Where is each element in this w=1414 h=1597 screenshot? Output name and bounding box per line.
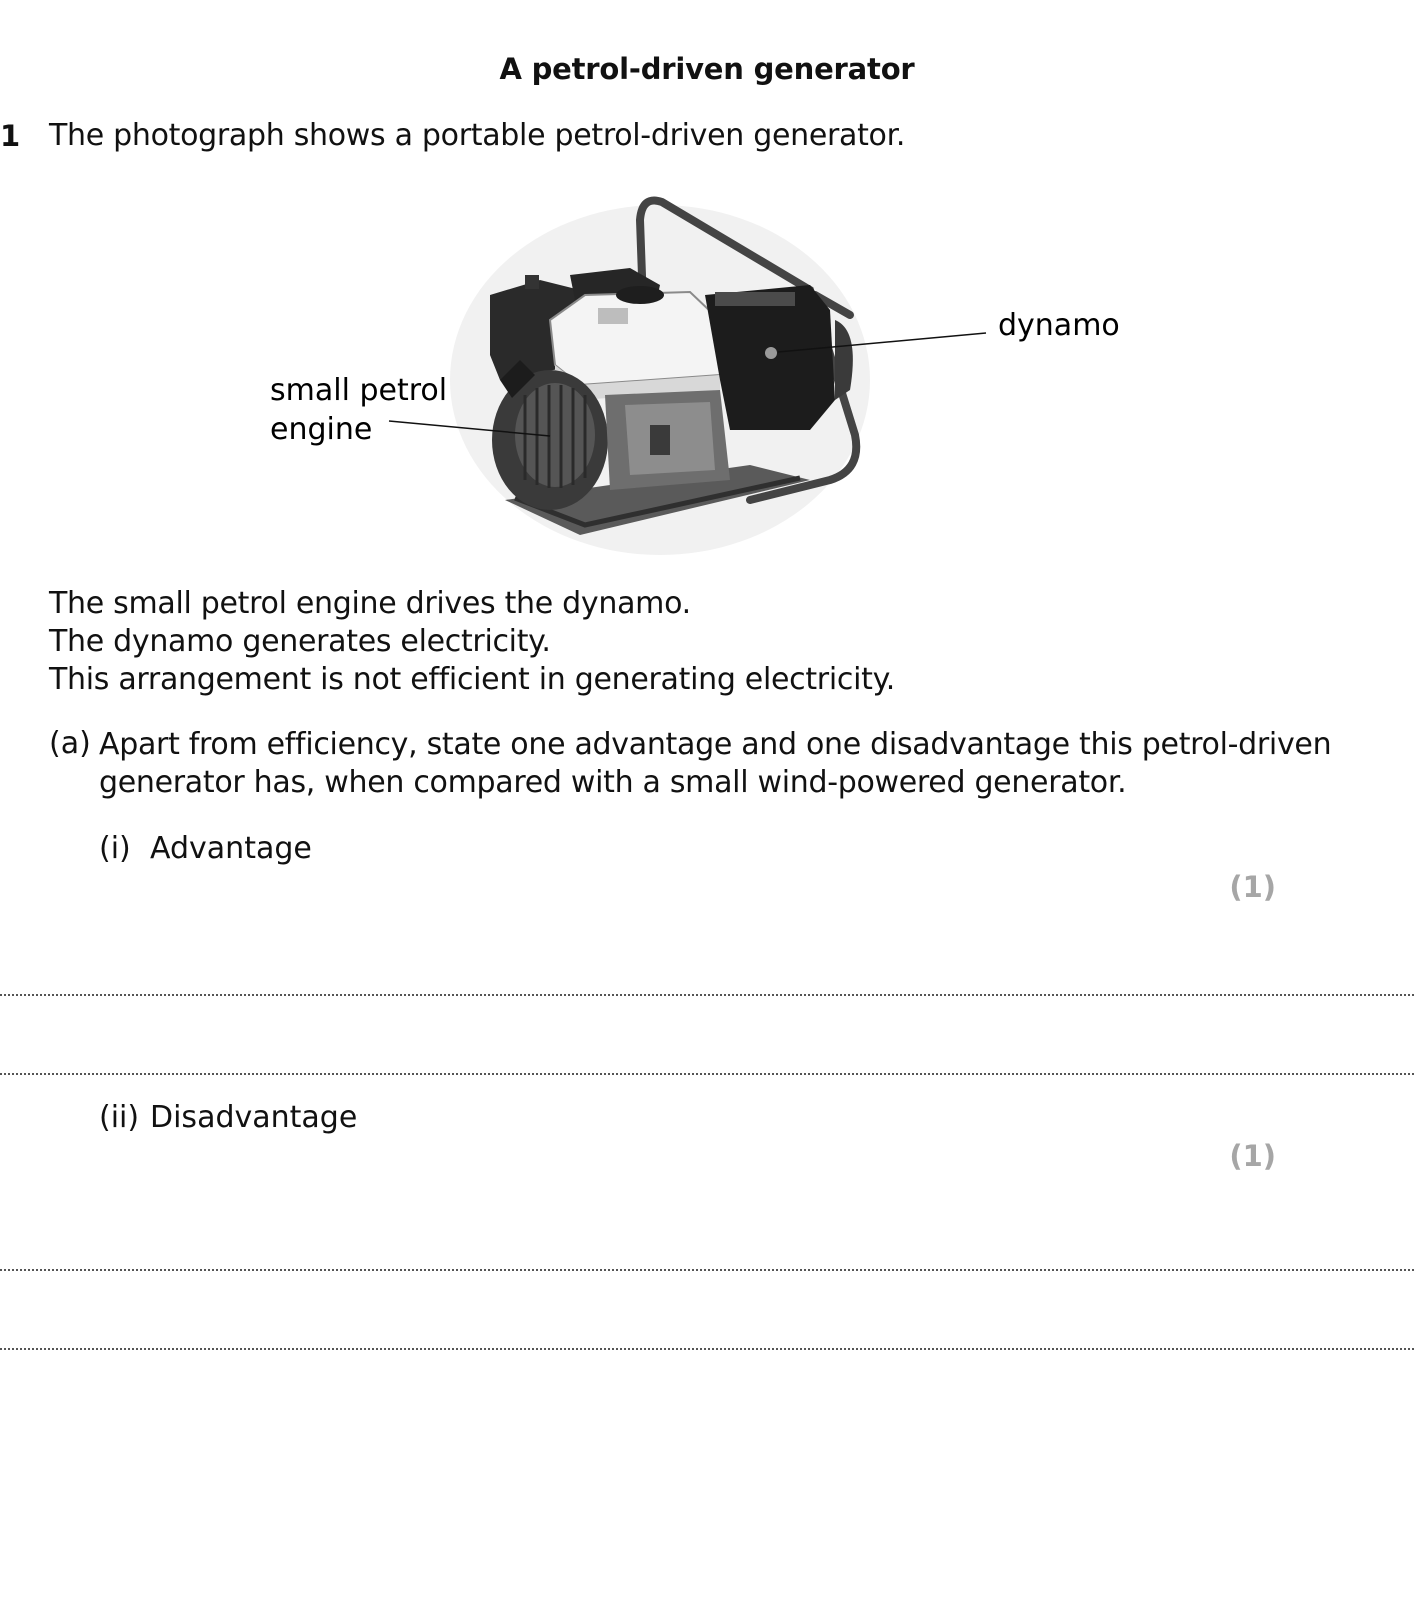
generator-photo <box>450 200 870 555</box>
sub-i-text: Advantage <box>150 831 312 866</box>
sub-ii-text: Disadvantage <box>150 1100 358 1135</box>
part-a-line-1: Apart from efficiency, state one advantage and one disadvantage this petrol-driven <box>99 727 1332 762</box>
body-line-1: The small petrol engine drives the dynamo. <box>49 586 691 621</box>
sub-i-label: (i) <box>99 831 131 866</box>
generator-figure <box>250 180 1170 570</box>
answer-line-i-1[interactable] <box>0 994 1414 996</box>
sub-ii-label: (ii) <box>99 1100 140 1135</box>
answer-line-ii-1[interactable] <box>0 1269 1414 1271</box>
engine-label-line1: small petrol <box>270 373 448 408</box>
answer-line-ii-2[interactable] <box>0 1348 1414 1350</box>
answer-line-i-2[interactable] <box>0 1073 1414 1075</box>
body-line-3: This arrangement is not efficient in generating electricity. <box>49 662 895 697</box>
engine-label-line2: engine <box>270 412 373 447</box>
part-a-label: (a) <box>49 726 91 761</box>
sub-ii-marks: (1) <box>1229 1139 1276 1173</box>
dynamo-label: dynamo <box>998 308 1120 343</box>
sub-i-marks: (1) <box>1229 870 1276 904</box>
question-number: 1 <box>0 119 21 153</box>
question-stem: The photograph shows a portable petrol-driven generator. <box>49 118 906 153</box>
body-line-2: The dynamo generates electricity. <box>49 624 551 659</box>
page-title: A petrol-driven generator <box>499 52 915 86</box>
part-a-line-2: generator has, when compared with a small wind-powered generator. <box>99 765 1127 800</box>
